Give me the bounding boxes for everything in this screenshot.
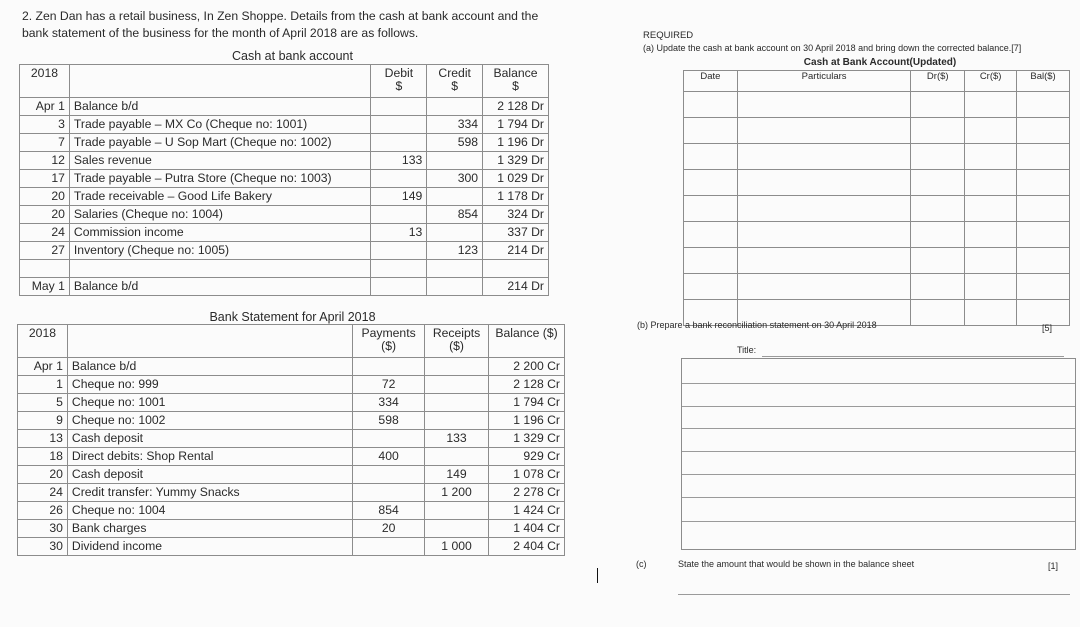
- table-row: [20, 242, 549, 260]
- balance-cell: 1 329 Cr: [489, 430, 565, 448]
- particulars-header: [67, 325, 352, 358]
- particulars-cell: Cheque no: 1002: [67, 412, 352, 430]
- answer-cell[interactable]: [737, 118, 910, 144]
- answer-row[interactable]: [684, 170, 1070, 196]
- particulars-cell: Commission income: [69, 224, 371, 242]
- table-row: [18, 358, 565, 376]
- receipts-cell: [425, 520, 489, 538]
- title-label: Title:: [737, 345, 757, 355]
- balance-cell: 1 078 Cr: [489, 466, 565, 484]
- credit-cell: [427, 224, 483, 242]
- particulars-cell: Cash deposit: [67, 466, 352, 484]
- date-cell: 26: [18, 502, 68, 520]
- payments-cell: [353, 484, 425, 502]
- receipts-cell: 149: [425, 466, 489, 484]
- balance-cell: 1 794 Cr: [489, 394, 565, 412]
- particulars-cell: Direct debits: Shop Rental: [67, 448, 352, 466]
- answer-cell[interactable]: [911, 118, 965, 144]
- balance-cell: 1 178 Dr: [483, 188, 549, 206]
- answer-cell[interactable]: [911, 92, 965, 118]
- table-row: [18, 430, 565, 448]
- date-cell: 12: [20, 152, 70, 170]
- receipts-cell: [425, 376, 489, 394]
- answer-cell[interactable]: [911, 222, 965, 248]
- credit-cell: [427, 188, 483, 206]
- ruled-line: [682, 383, 1075, 384]
- answer-row[interactable]: [684, 248, 1070, 274]
- answer-cell[interactable]: [965, 118, 1017, 144]
- bal-header: Bal($): [1017, 71, 1070, 92]
- answer-cell[interactable]: [684, 196, 738, 222]
- payments-cell: [353, 430, 425, 448]
- answer-cell[interactable]: [684, 170, 738, 196]
- answer-cell[interactable]: [911, 144, 965, 170]
- answer-cell[interactable]: [737, 222, 910, 248]
- ruled-line: [682, 451, 1075, 452]
- date-cell: Apr 1: [20, 98, 70, 116]
- payments-cell: 72: [353, 376, 425, 394]
- answer-cell[interactable]: [1017, 196, 1070, 222]
- particulars-cell: Credit transfer: Yummy Snacks: [67, 484, 352, 502]
- part-b-text: (b) Prepare a bank reconciliation statement on 30 April 2018: [637, 320, 877, 330]
- table-row: [20, 116, 549, 134]
- balance-cell: 214 Dr: [483, 278, 549, 296]
- balance-cell: 2 128 Cr: [489, 376, 565, 394]
- ruled-line: [682, 406, 1075, 407]
- answer-cell[interactable]: [684, 92, 738, 118]
- dr-header: Dr($): [911, 71, 965, 92]
- table-row: [18, 376, 565, 394]
- balance-cell: 1 196 Cr: [489, 412, 565, 430]
- answer-cell[interactable]: [1017, 144, 1070, 170]
- credit-cell: 300: [427, 170, 483, 188]
- answer-cell[interactable]: [965, 196, 1017, 222]
- updated-account-title: Cash at Bank Account(Updated): [803, 57, 957, 68]
- ruled-line: [682, 474, 1075, 475]
- cr-header: Cr($): [965, 71, 1017, 92]
- date-cell: Apr 1: [18, 358, 68, 376]
- receipts-cell: [425, 412, 489, 430]
- answer-row[interactable]: [684, 92, 1070, 118]
- balance-cell: 1 329 Dr: [483, 152, 549, 170]
- table-row: [20, 188, 549, 206]
- particulars-cell: Trade payable – Putra Store (Cheque no: 1003): [69, 170, 371, 188]
- balance-cell: 2 200 Cr: [489, 358, 565, 376]
- balance-cell: 929 Cr: [489, 448, 565, 466]
- credit-cell: 854: [427, 206, 483, 224]
- credit-cell: 334: [427, 116, 483, 134]
- answer-cell[interactable]: [737, 144, 910, 170]
- balance-cell: 2 278 Cr: [489, 484, 565, 502]
- date-cell: 30: [18, 538, 68, 556]
- table-row: [20, 134, 549, 152]
- title-answer-line[interactable]: [762, 356, 1064, 357]
- date-cell: 27: [20, 242, 70, 260]
- table-row: [18, 394, 565, 412]
- payments-cell: 20: [353, 520, 425, 538]
- bank-statement-table: [17, 324, 565, 556]
- debit-cell: [371, 98, 427, 116]
- date-header: Date: [684, 71, 738, 92]
- particulars-cell: Trade receivable – Good Life Bakery: [69, 188, 371, 206]
- balance-cell: 1 404 Cr: [489, 520, 565, 538]
- balance-cell: 214 Dr: [483, 242, 549, 260]
- answer-row[interactable]: [684, 196, 1070, 222]
- balance-cell: [483, 260, 549, 278]
- balance-cell: 337 Dr: [483, 224, 549, 242]
- required-heading: REQUIRED: [643, 30, 694, 41]
- ruled-line: [682, 497, 1075, 498]
- year-header: 2018: [20, 65, 70, 98]
- credit-cell: 598: [427, 134, 483, 152]
- debit-cell: 149: [371, 188, 427, 206]
- balance-header: Balance $: [483, 65, 549, 98]
- particulars-cell: Trade payable – MX Co (Cheque no: 1001): [69, 116, 371, 134]
- payments-header: Payments ($): [353, 325, 425, 358]
- answer-cell[interactable]: [737, 92, 910, 118]
- answer-cell[interactable]: [737, 274, 910, 300]
- date-cell: 30: [18, 520, 68, 538]
- particulars-cell: Cheque no: 1001: [67, 394, 352, 412]
- particulars-header: Particulars: [737, 71, 910, 92]
- date-cell: 3: [20, 116, 70, 134]
- question-intro: [22, 8, 582, 42]
- year-header: 2018: [18, 325, 68, 358]
- balance-cell: 1 029 Dr: [483, 170, 549, 188]
- answer-cell[interactable]: [965, 248, 1017, 274]
- table-row: [18, 484, 565, 502]
- payments-cell: [353, 466, 425, 484]
- particulars-cell: Inventory (Cheque no: 1005): [69, 242, 371, 260]
- table-row: [20, 224, 549, 242]
- answer-cell[interactable]: [911, 248, 965, 274]
- bank-statement-header-row: [18, 325, 565, 358]
- table-row: [20, 278, 549, 296]
- date-cell: 1: [18, 376, 68, 394]
- particulars-cell: Cash deposit: [67, 430, 352, 448]
- balance-cell: 2 128 Dr: [483, 98, 549, 116]
- part-c-answer-line[interactable]: [678, 594, 1070, 595]
- answer-cell[interactable]: [684, 118, 738, 144]
- debit-cell: [371, 206, 427, 224]
- answer-cell[interactable]: [965, 170, 1017, 196]
- receipts-cell: [425, 394, 489, 412]
- table-row: [18, 412, 565, 430]
- receipts-cell: 1 000: [425, 538, 489, 556]
- receipts-cell: [425, 448, 489, 466]
- table-row: [20, 170, 549, 188]
- credit-cell: [427, 278, 483, 296]
- date-cell: 7: [20, 134, 70, 152]
- debit-header: Debit $: [371, 65, 427, 98]
- ruled-line: [682, 428, 1075, 429]
- answer-cell[interactable]: [965, 300, 1017, 326]
- answer-row[interactable]: [684, 222, 1070, 248]
- answer-cell[interactable]: [1017, 248, 1070, 274]
- particulars-cell: Cheque no: 1004: [67, 502, 352, 520]
- credit-cell: 123: [427, 242, 483, 260]
- answer-row[interactable]: [684, 144, 1070, 170]
- text-cursor: [597, 568, 598, 583]
- credit-cell: [427, 98, 483, 116]
- payments-cell: [353, 538, 425, 556]
- table-row: [18, 502, 565, 520]
- particulars-cell: Dividend income: [67, 538, 352, 556]
- part-c-label: (c): [636, 559, 647, 569]
- date-cell: 24: [20, 224, 70, 242]
- particulars-cell: Cheque no: 999: [67, 376, 352, 394]
- balance-cell: 324 Dr: [483, 206, 549, 224]
- balance-cell: 1 424 Cr: [489, 502, 565, 520]
- table-row: [18, 466, 565, 484]
- part-b-marks: [5]: [1042, 323, 1053, 333]
- answer-cell[interactable]: [684, 222, 738, 248]
- receipts-cell: 1 200: [425, 484, 489, 502]
- answer-cell[interactable]: [965, 92, 1017, 118]
- answer-cell[interactable]: [911, 196, 965, 222]
- part-c-text: State the amount that would be shown in the balance sheet: [678, 559, 915, 569]
- cash-account-header-row: [20, 65, 549, 98]
- intro-line-2: bank statement of the business for the month of April 2018 are as follows.: [22, 26, 419, 40]
- reconciliation-answer-box[interactable]: [681, 358, 1076, 550]
- table-row: [20, 206, 549, 224]
- payments-cell: 598: [353, 412, 425, 430]
- debit-cell: [371, 170, 427, 188]
- date-cell: 20: [18, 466, 68, 484]
- answer-cell[interactable]: [965, 144, 1017, 170]
- debit-cell: [371, 278, 427, 296]
- debit-cell: [371, 260, 427, 278]
- part-c-marks: [1]: [1048, 561, 1059, 571]
- date-cell: 20: [20, 188, 70, 206]
- answer-cell[interactable]: [737, 248, 910, 274]
- cash-account-table: [19, 64, 549, 296]
- ruled-line: [682, 521, 1075, 522]
- answer-cell[interactable]: [684, 144, 738, 170]
- particulars-cell: [69, 260, 371, 278]
- balance-header: Balance ($): [489, 325, 565, 358]
- answer-cell[interactable]: [911, 300, 965, 326]
- credit-header: Credit $: [427, 65, 483, 98]
- table-row: [20, 98, 549, 116]
- updated-account-header-row: [684, 71, 1070, 92]
- payments-cell: [353, 358, 425, 376]
- table-row: [20, 152, 549, 170]
- answer-cell[interactable]: [1017, 300, 1070, 326]
- date-cell: 5: [18, 394, 68, 412]
- particulars-cell: Balance b/d: [69, 98, 371, 116]
- particulars-cell: Bank charges: [67, 520, 352, 538]
- debit-cell: 13: [371, 224, 427, 242]
- payments-cell: 854: [353, 502, 425, 520]
- date-cell: May 1: [20, 278, 70, 296]
- debit-cell: [371, 242, 427, 260]
- date-cell: 20: [20, 206, 70, 224]
- answer-cell[interactable]: [684, 248, 738, 274]
- answer-cell[interactable]: [965, 274, 1017, 300]
- table-row: [20, 260, 549, 278]
- date-cell: 9: [18, 412, 68, 430]
- credit-cell: [427, 260, 483, 278]
- answer-cell[interactable]: [911, 170, 965, 196]
- particulars-cell: Balance b/d: [69, 278, 371, 296]
- balance-cell: 1 794 Dr: [483, 116, 549, 134]
- date-cell: 17: [20, 170, 70, 188]
- table-row: [18, 520, 565, 538]
- payments-cell: 334: [353, 394, 425, 412]
- answer-cell[interactable]: [1017, 222, 1070, 248]
- intro-line-1: 2. Zen Dan has a retail business, In Zen Shoppe. Details from the cash at bank account and the: [22, 9, 539, 23]
- answer-row[interactable]: [684, 118, 1070, 144]
- date-cell: 18: [18, 448, 68, 466]
- payments-cell: 400: [353, 448, 425, 466]
- particulars-cell: Balance b/d: [67, 358, 352, 376]
- answer-cell[interactable]: [1017, 170, 1070, 196]
- date-cell: 13: [18, 430, 68, 448]
- answer-cell[interactable]: [1017, 118, 1070, 144]
- cash-account-caption: Cash at bank account: [232, 49, 353, 63]
- table-row: [18, 538, 565, 556]
- receipts-cell: 133: [425, 430, 489, 448]
- date-cell: 24: [18, 484, 68, 502]
- credit-cell: [427, 152, 483, 170]
- debit-cell: 133: [371, 152, 427, 170]
- answer-cell[interactable]: [737, 170, 910, 196]
- answer-cell[interactable]: [1017, 274, 1070, 300]
- date-cell: [20, 260, 70, 278]
- answer-cell[interactable]: [965, 222, 1017, 248]
- balance-cell: 2 404 Cr: [489, 538, 565, 556]
- balance-cell: 1 196 Dr: [483, 134, 549, 152]
- receipts-cell: [425, 358, 489, 376]
- particulars-cell: Sales revenue: [69, 152, 371, 170]
- table-row: [18, 448, 565, 466]
- debit-cell: [371, 134, 427, 152]
- receipts-header: Receipts ($): [425, 325, 489, 358]
- receipts-cell: [425, 502, 489, 520]
- answer-row[interactable]: [684, 274, 1070, 300]
- answer-cell[interactable]: [684, 274, 738, 300]
- particulars-cell: Salaries (Cheque no: 1004): [69, 206, 371, 224]
- updated-account-table: [683, 70, 1070, 326]
- part-a-text: (a) Update the cash at bank account on 30 April 2018 and bring down the corrected balance.[7]: [643, 43, 1022, 53]
- particulars-cell: Trade payable – U Sop Mart (Cheque no: 1002): [69, 134, 371, 152]
- answer-cell[interactable]: [737, 196, 910, 222]
- answer-cell[interactable]: [1017, 92, 1070, 118]
- debit-cell: [371, 116, 427, 134]
- particulars-header: [69, 65, 371, 98]
- answer-cell[interactable]: [911, 274, 965, 300]
- bank-statement-caption: Bank Statement for April 2018: [209, 310, 376, 324]
